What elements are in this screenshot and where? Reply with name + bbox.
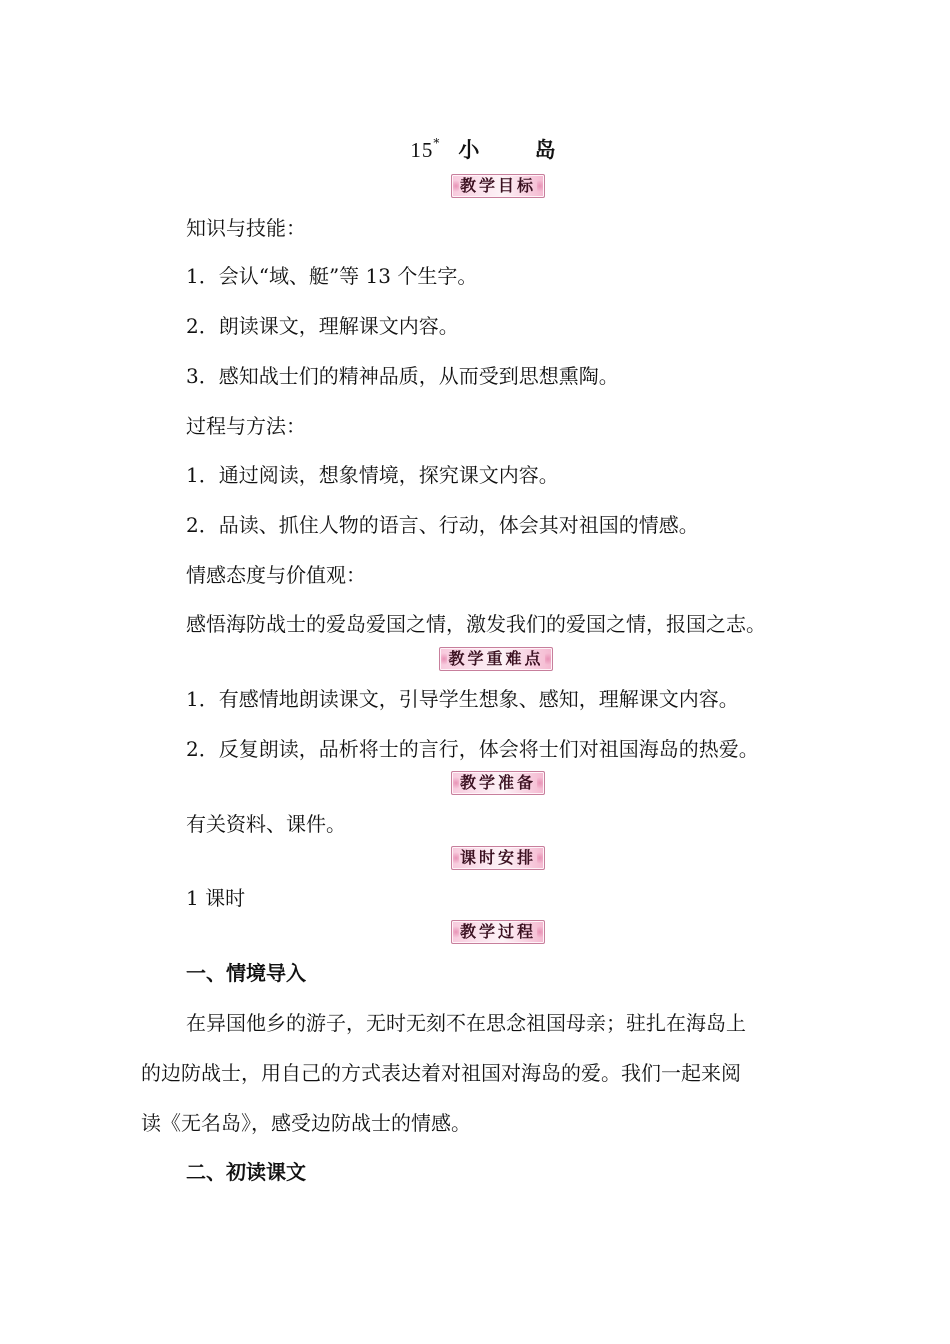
prep-text: 有关资料、课件。 bbox=[186, 812, 346, 836]
lesson-title bbox=[0, 134, 950, 164]
badge-schedule: 课时安排 bbox=[451, 846, 545, 870]
process-item-2: 2．品读、抓住人物的语言、行动，体会其对祖国的情感。 bbox=[186, 513, 699, 537]
emotion-text: 感悟海防战士的爱岛爱国之情，激发我们的爱国之情，报国之志。 bbox=[186, 612, 766, 636]
keypoint-item-1: 1．有感情地朗读课文，引导学生想象、感知，理解课文内容。 bbox=[186, 687, 739, 711]
section-1-line-3: 读《无名岛》，感受边防战士的情感。 bbox=[141, 1111, 471, 1135]
badge-teaching-goals: 教学目标 bbox=[451, 174, 545, 198]
lesson-name: 小 岛 bbox=[458, 137, 580, 162]
knowledge-item-3: 3．感知战士们的精神品质，从而受到思想熏陶。 bbox=[186, 364, 619, 388]
section-1-line-1: 在异国他乡的游子，无时无刻不在思念祖国母亲；驻扎在海岛上 bbox=[186, 1011, 746, 1035]
section-2-heading: 二、初读课文 bbox=[186, 1160, 306, 1184]
knowledge-item-2: 2．朗读课文，理解课文内容。 bbox=[186, 314, 459, 338]
process-item-1: 1．通过阅读，想象情境，探究课文内容。 bbox=[186, 463, 559, 487]
badge-key-difficult-points: 教学重难点 bbox=[439, 647, 553, 671]
section-1-heading: 一、情境导入 bbox=[186, 961, 306, 985]
emotion-heading: 情感态度与价值观： bbox=[186, 563, 366, 587]
schedule-text: 1 课时 bbox=[186, 886, 246, 910]
badge-teaching-prep: 教学准备 bbox=[451, 771, 545, 795]
process-method-heading: 过程与方法： bbox=[186, 414, 306, 438]
lesson-mark: * bbox=[433, 136, 441, 150]
badge-teaching-process: 教学过程 bbox=[451, 920, 545, 944]
keypoint-item-2: 2．反复朗读，品析将士的言行，体会将士们对祖国海岛的热爱。 bbox=[186, 737, 759, 761]
section-1-line-2: 的边防战士，用自己的方式表达着对祖国对海岛的爱。我们一起来阅 bbox=[141, 1061, 741, 1085]
knowledge-item-1: 1．会认“域、艇”等 13 个生字。 bbox=[186, 264, 478, 288]
lesson-number: 15 bbox=[410, 138, 434, 162]
knowledge-heading: 知识与技能： bbox=[186, 216, 306, 240]
